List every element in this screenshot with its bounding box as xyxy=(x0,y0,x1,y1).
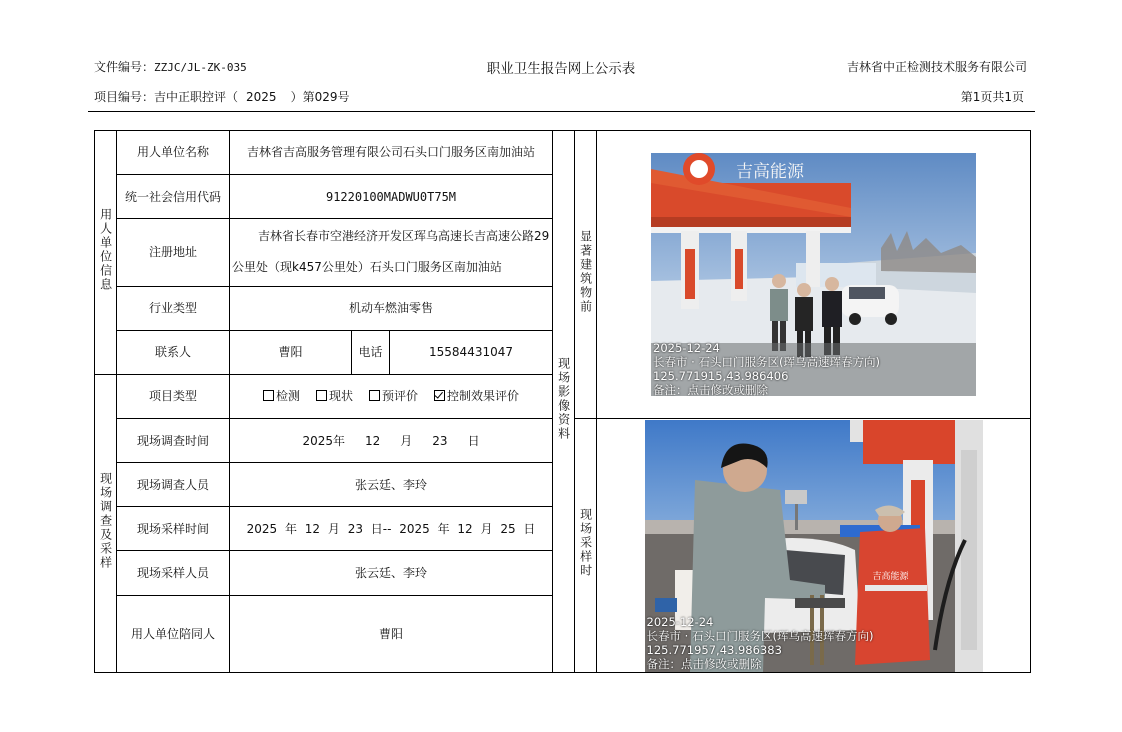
photo2-stamp-note: 备注：点击修改或删除 xyxy=(646,656,762,671)
employer-group-label: 用人单位信息 xyxy=(95,131,117,375)
checkbox-icon xyxy=(263,390,274,401)
photo1-label: 显著建筑物前 xyxy=(575,131,597,419)
industry-label: 行业类型 xyxy=(117,286,230,330)
surveyors-value: 张云廷、李玲 xyxy=(230,463,553,507)
photo2-cell xyxy=(597,419,1031,673)
sampling-photo xyxy=(645,420,983,672)
sampling-time-label: 现场采样时间 xyxy=(117,507,230,551)
address-value: 吉林省长春市空港经济开发区珲乌高速长吉高速公路29公里处（现k457公里处）石头口门服务区南加油站 xyxy=(230,219,553,286)
checkbox-icon xyxy=(316,390,327,401)
checkbox-icon xyxy=(369,390,380,401)
photo1-stamp-note: 备注：点击修改或删除 xyxy=(653,383,769,396)
vest-text: 吉高能源 xyxy=(872,571,909,582)
photo2-stamp-location: 长春市 · 石头口门服务区(珲乌高速珲春方向) xyxy=(646,628,874,643)
project-number-year: 2025 xyxy=(246,90,277,104)
project-type-label: 项目类型 xyxy=(117,374,230,418)
photo2-stamp xyxy=(647,615,874,671)
photo2-label: 现场采样时 xyxy=(575,419,597,673)
contact-label: 联系人 xyxy=(117,330,230,374)
photo2-stamp-date: 2025-12-24 xyxy=(646,614,714,629)
option-control-evaluation: 控制效果评价 xyxy=(434,389,519,403)
page-title: 职业卫生报告网上公示表 xyxy=(486,61,636,77)
option-status: 现状 xyxy=(316,389,353,403)
address-label: 注册地址 xyxy=(117,219,230,286)
credit-code-label: 统一社会信用代码 xyxy=(117,175,230,219)
survey-time-label: 现场调查时间 xyxy=(117,419,230,463)
project-number-prefix: 吉中正职控评（ xyxy=(154,90,239,104)
survey-time-value: 2025年 12 月 23 日 xyxy=(230,419,553,463)
photo1-stamp-date: 2025-12-24 xyxy=(653,341,720,355)
photo1-stamp-coords: 125.771915,43.986406 xyxy=(653,369,789,383)
phone-label: 电话 xyxy=(352,330,390,374)
samplers-label: 现场采样人员 xyxy=(117,551,230,595)
doc-number-value: ZZJC/JL-ZK-035 xyxy=(154,61,247,74)
employer-name-label: 用人单位名称 xyxy=(117,131,230,175)
option-pre-evaluation: 预评价 xyxy=(369,389,418,403)
page-info: 第1页共1页 xyxy=(960,90,1024,104)
checked-checkbox-icon xyxy=(434,390,445,401)
sign-text: 吉高能源 xyxy=(736,162,805,182)
surveyors-label: 现场调查人员 xyxy=(117,463,230,507)
photo1-cell xyxy=(597,131,1031,419)
escort-label: 用人单位陪同人 xyxy=(117,595,230,672)
project-number xyxy=(94,88,349,105)
option-inspection: 检测 xyxy=(263,389,300,403)
doc-number-label: 文件编号： xyxy=(94,60,155,74)
contact-value: 曹阳 xyxy=(230,330,352,374)
photo1-stamp xyxy=(653,341,880,396)
building-photo xyxy=(651,153,976,396)
employer-name-value: 吉林省吉高服务管理有限公司石头口门服务区南加油站 xyxy=(230,131,553,175)
project-type-options xyxy=(230,374,553,418)
company-name: 吉林省中正检测技术服务有限公司 xyxy=(846,60,1027,74)
survey-group-label: 现场调查及采样 xyxy=(95,374,117,672)
phone-value: 15584431047 xyxy=(390,330,553,374)
credit-code-value: 91220100MADWU0T75M xyxy=(230,175,553,219)
header-divider xyxy=(88,111,1035,112)
images-group-label: 现场影像资料 xyxy=(553,131,575,673)
samplers-value: 张云廷、李玲 xyxy=(230,551,553,595)
sampling-time-value: 2025 年 12 月 23 日-- 2025 年 12 月 25 日 xyxy=(230,507,553,551)
project-number-suffix: ）第029号 xyxy=(290,90,350,104)
disclosure-table xyxy=(94,130,1031,673)
industry-value: 机动车燃油零售 xyxy=(230,286,553,330)
escort-value: 曹阳 xyxy=(230,595,553,672)
photo2-stamp-coords: 125.771957,43.986383 xyxy=(646,642,782,657)
photo1-stamp-location: 长春市 · 石头口门服务区(珲乌高速珲春方向) xyxy=(653,355,880,369)
project-number-label: 项目编号： xyxy=(94,90,155,104)
